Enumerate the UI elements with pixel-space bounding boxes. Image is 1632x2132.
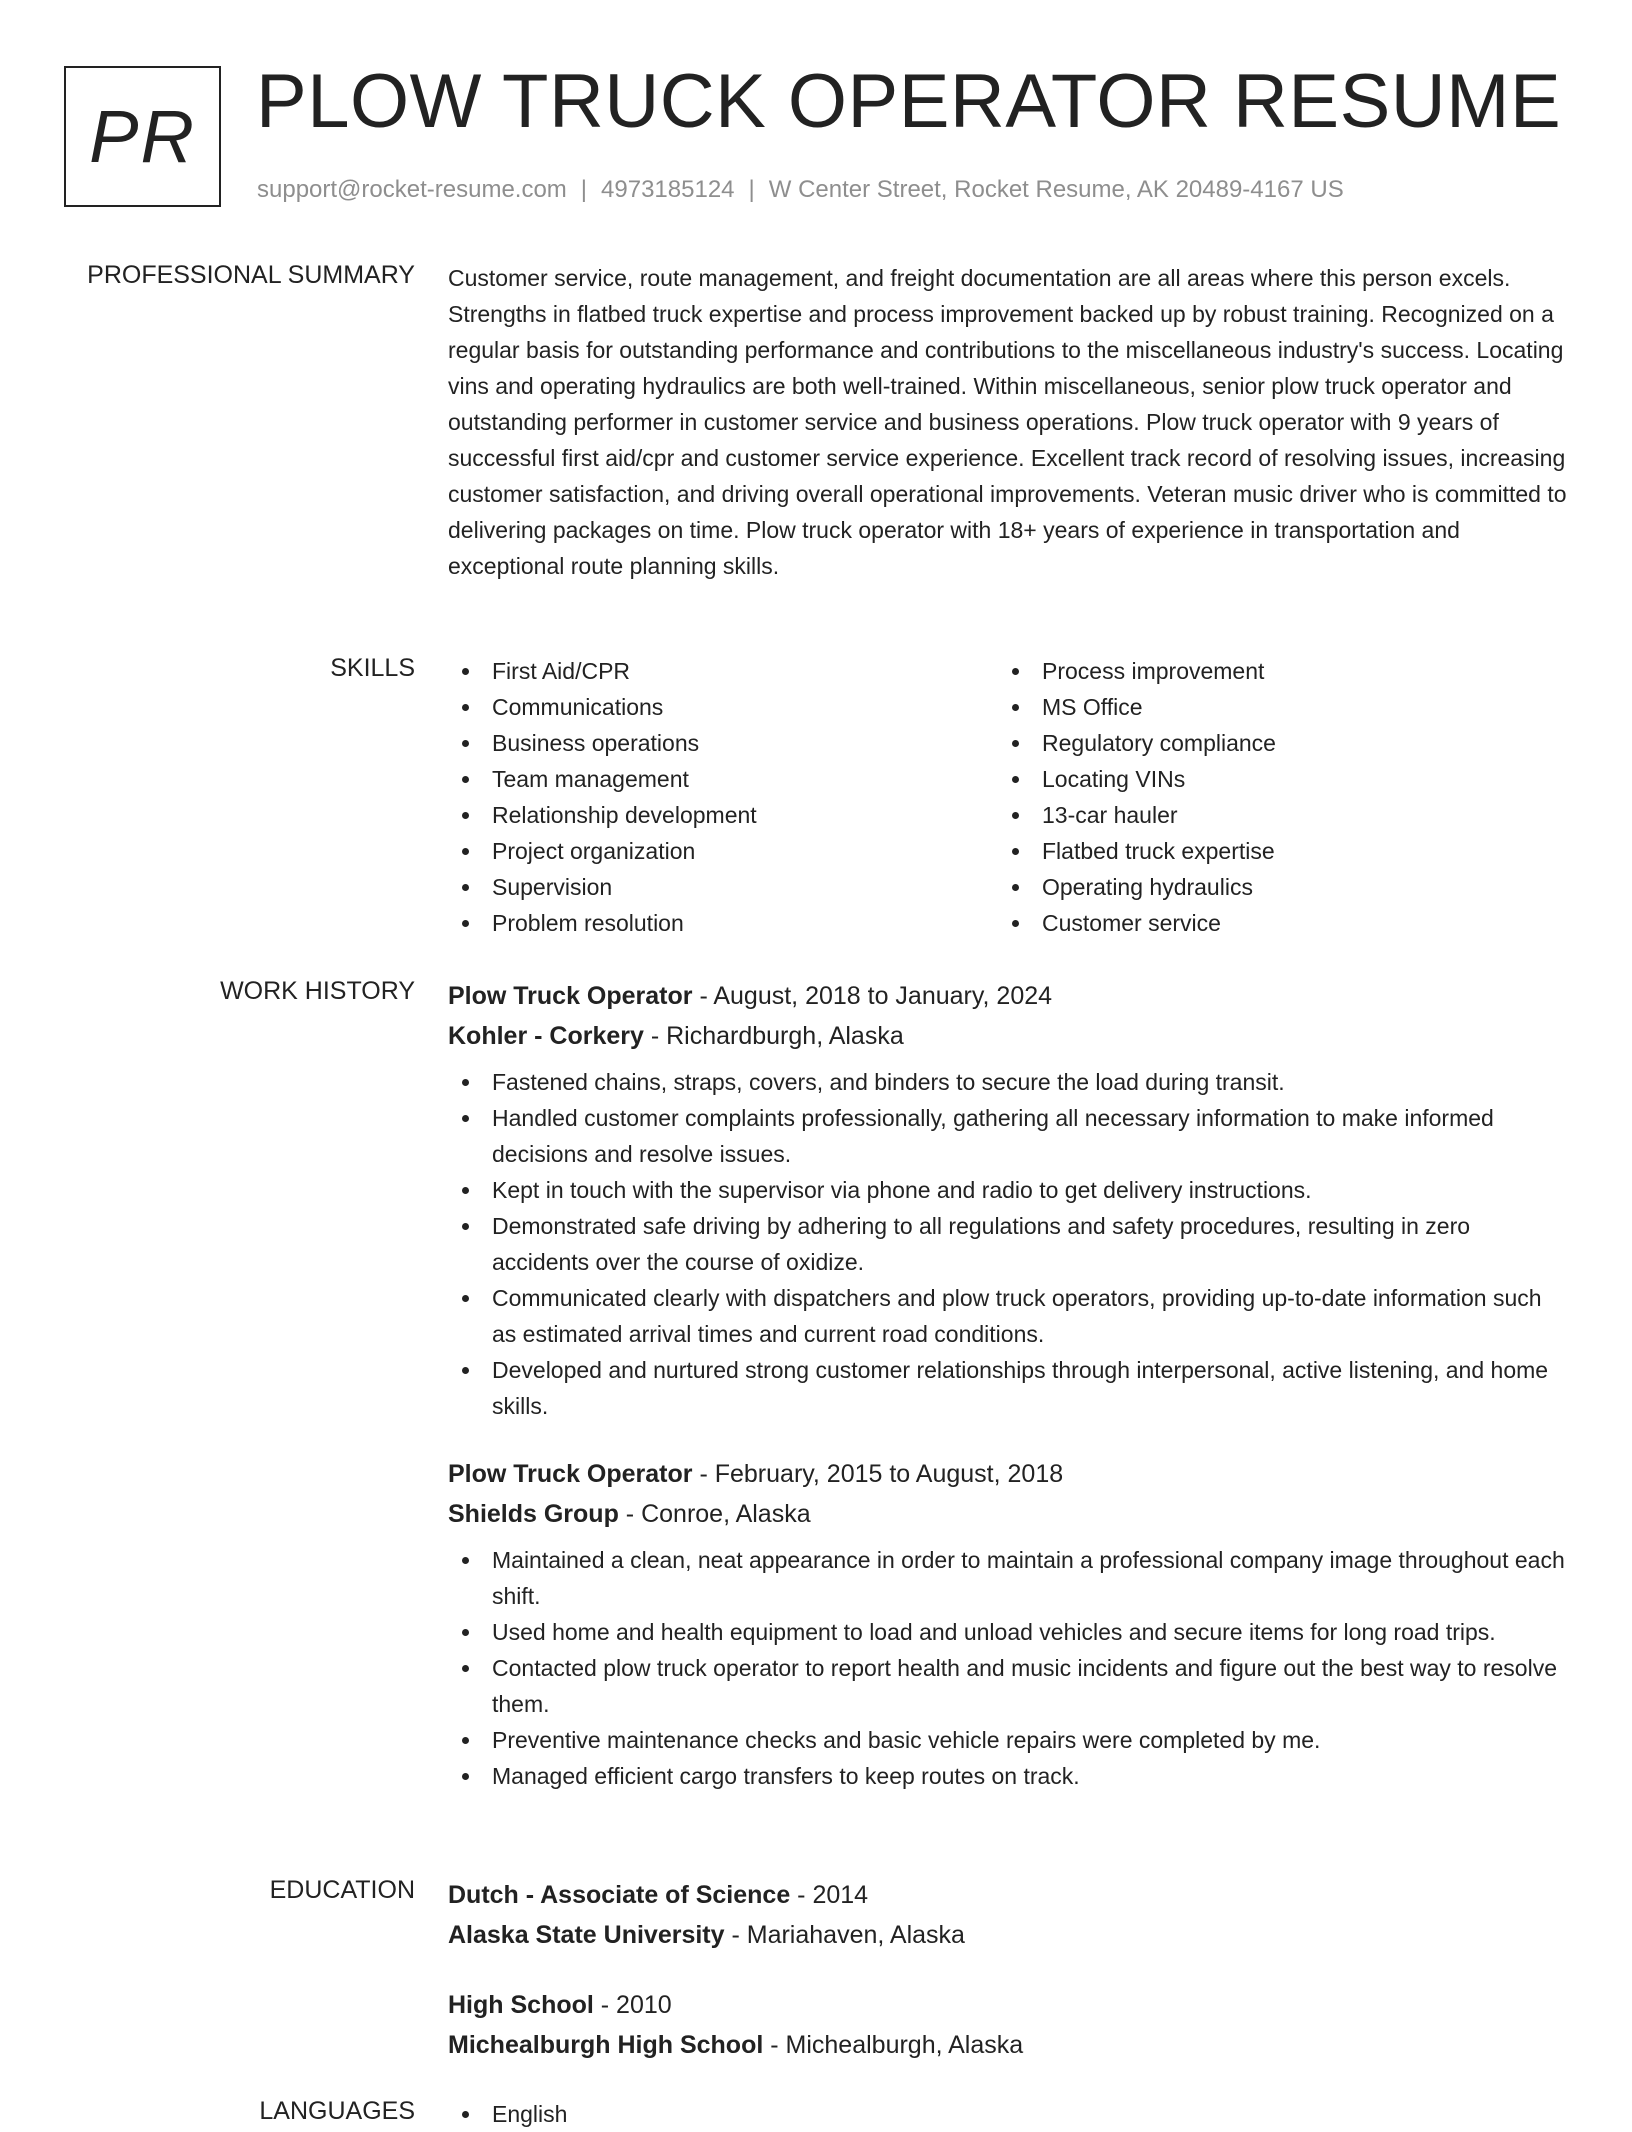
contact-address: W Center Street, Rocket Resume, AK 20489-4167 US <box>768 176 1344 203</box>
skill-item: Process improvement <box>998 653 1548 689</box>
job-dates: - August, 2018 to January, 2024 <box>692 982 1053 1010</box>
job-entry <box>448 976 1568 1424</box>
education-school-line <box>448 2025 1568 2065</box>
language-item: English <box>448 2096 1568 2132</box>
languages-body <box>448 2096 1568 2132</box>
skill-item: Locating VINs <box>998 761 1548 797</box>
job-title-line <box>448 1454 1568 1494</box>
work-history-body <box>448 976 1568 1794</box>
job-duty-item: Used home and health equipment to load and unload vehicles and secure items for long road trips. <box>448 1614 1568 1650</box>
job-duty-item: Preventive maintenance checks and basic vehicle repairs were completed by me. <box>448 1722 1568 1758</box>
skills-column-left <box>448 653 998 941</box>
job-duty-item: Demonstrated safe driving by adhering to all regulations and safety procedures, resulting in zero accidents over the course of oxidize. <box>448 1208 1568 1280</box>
languages-list <box>448 2096 1568 2132</box>
job-title: Plow Truck Operator <box>448 982 693 1010</box>
job-company: Kohler - Corkery <box>448 1022 644 1050</box>
resume-title: PLOW TRUCK OPERATOR RESUME <box>256 59 1562 144</box>
job-duties-list <box>448 1064 1568 1424</box>
job-company-line <box>448 1016 1568 1056</box>
skill-item: Team management <box>448 761 998 797</box>
education-school-line <box>448 1915 1568 1955</box>
job-title-line <box>448 976 1568 1016</box>
job-duty-item: Fastened chains, straps, covers, and binders to secure the load during transit. <box>448 1064 1568 1100</box>
job-duties-list <box>448 1542 1568 1794</box>
skills-column-right <box>998 653 1548 941</box>
job-company-line <box>448 1494 1568 1534</box>
education-entry <box>448 1875 1568 1955</box>
monogram-box <box>64 66 221 207</box>
education-degree-line <box>448 1875 1568 1915</box>
education-entry <box>448 1985 1568 2065</box>
education-location: - Mariahaven, Alaska <box>724 1921 965 1949</box>
job-duty-item: Communicated clearly with dispatchers and plow truck operators, providing up-to-date information such as estimated arrival times and current road conditions. <box>448 1280 1568 1352</box>
summary-text: Customer service, route management, and freight documentation are all areas where this person excels. Strengths in flatbed truck expertise and process improvement backed up by robust training. Recognized on a regular basis for outstanding performance and contributions to the miscellaneous industry's success. Locating vins and operating hydraulics are both well-trained. Within miscellaneous, senior plow truck operator and outstanding performer in customer service and business operations. Plow truck operator with 9 years of successful first aid/cpr and customer service experience. Excellent track record of resolving issues, increasing customer satisfaction, and driving overall operational improvements. Veteran music driver who is committed to delivering packages on time. Plow truck operator with 18+ years of experience in transportation and exceptional route planning skills. <box>448 265 1567 579</box>
education-degree-line <box>448 1985 1568 2025</box>
section-label-languages: LANGUAGES <box>259 2097 415 2125</box>
job-company: Shields Group <box>448 1500 619 1528</box>
section-label-summary: PROFESSIONAL SUMMARY <box>87 261 415 289</box>
skill-item: Communications <box>448 689 998 725</box>
contact-line <box>257 175 1344 205</box>
skill-item: Supervision <box>448 869 998 905</box>
education-location: - Michealburgh, Alaska <box>763 2031 1024 2059</box>
education-year: - 2010 <box>593 1991 672 2019</box>
skill-item: Project organization <box>448 833 998 869</box>
skill-item: 13-car hauler <box>998 797 1548 833</box>
education-body <box>448 1875 1568 2065</box>
skill-item: Relationship development <box>448 797 998 833</box>
skill-item: Problem resolution <box>448 905 998 941</box>
education-year: - 2014 <box>790 1881 869 1909</box>
job-duty-item: Contacted plow truck operator to report health and music incidents and figure out the best way to resolve them. <box>448 1650 1568 1722</box>
contact-separator: | <box>580 176 588 203</box>
monogram-initials: PR <box>89 94 196 178</box>
section-label-work-history: WORK HISTORY <box>220 977 415 1005</box>
skills-grid <box>448 653 1568 941</box>
job-duty-item: Managed efficient cargo transfers to keep routes on track. <box>448 1758 1568 1794</box>
job-duty-item: Developed and nurtured strong customer relationships through interpersonal, active listening, and home skills. <box>448 1352 1568 1424</box>
contact-phone[interactable]: 4973185124 <box>601 176 735 203</box>
summary-body <box>448 260 1568 584</box>
skill-item: Customer service <box>998 905 1548 941</box>
skill-item: Regulatory compliance <box>998 725 1548 761</box>
job-location: - Richardburgh, Alaska <box>643 1022 904 1050</box>
skill-item: MS Office <box>998 689 1548 725</box>
job-dates: - February, 2015 to August, 2018 <box>692 1460 1064 1488</box>
education-degree: High School <box>448 1991 594 2019</box>
job-entry <box>448 1454 1568 1794</box>
skill-item: First Aid/CPR <box>448 653 998 689</box>
job-title: Plow Truck Operator <box>448 1460 693 1488</box>
skill-item: Flatbed truck expertise <box>998 833 1548 869</box>
contact-separator: | <box>748 176 755 203</box>
skills-body <box>448 653 1568 941</box>
education-school: Alaska State University <box>448 1921 725 1949</box>
job-duty-item: Handled customer complaints professionally, gathering all necessary information to make informed decisions and resolve issues. <box>448 1100 1568 1172</box>
skill-item: Business operations <box>448 725 998 761</box>
section-label-skills: SKILLS <box>330 654 415 682</box>
job-location: - Conroe, Alaska <box>618 1500 811 1528</box>
contact-email[interactable]: support@rocket-resume.com <box>257 176 567 203</box>
job-duty-item: Kept in touch with the supervisor via phone and radio to get delivery instructions. <box>448 1172 1568 1208</box>
education-degree: Dutch - Associate of Science <box>448 1881 791 1909</box>
skill-item: Operating hydraulics <box>998 869 1548 905</box>
section-label-education: EDUCATION <box>269 1876 415 1904</box>
job-duty-item: Maintained a clean, neat appearance in order to maintain a professional company image throughout each shift. <box>448 1542 1568 1614</box>
education-school: Michealburgh High School <box>448 2031 764 2059</box>
